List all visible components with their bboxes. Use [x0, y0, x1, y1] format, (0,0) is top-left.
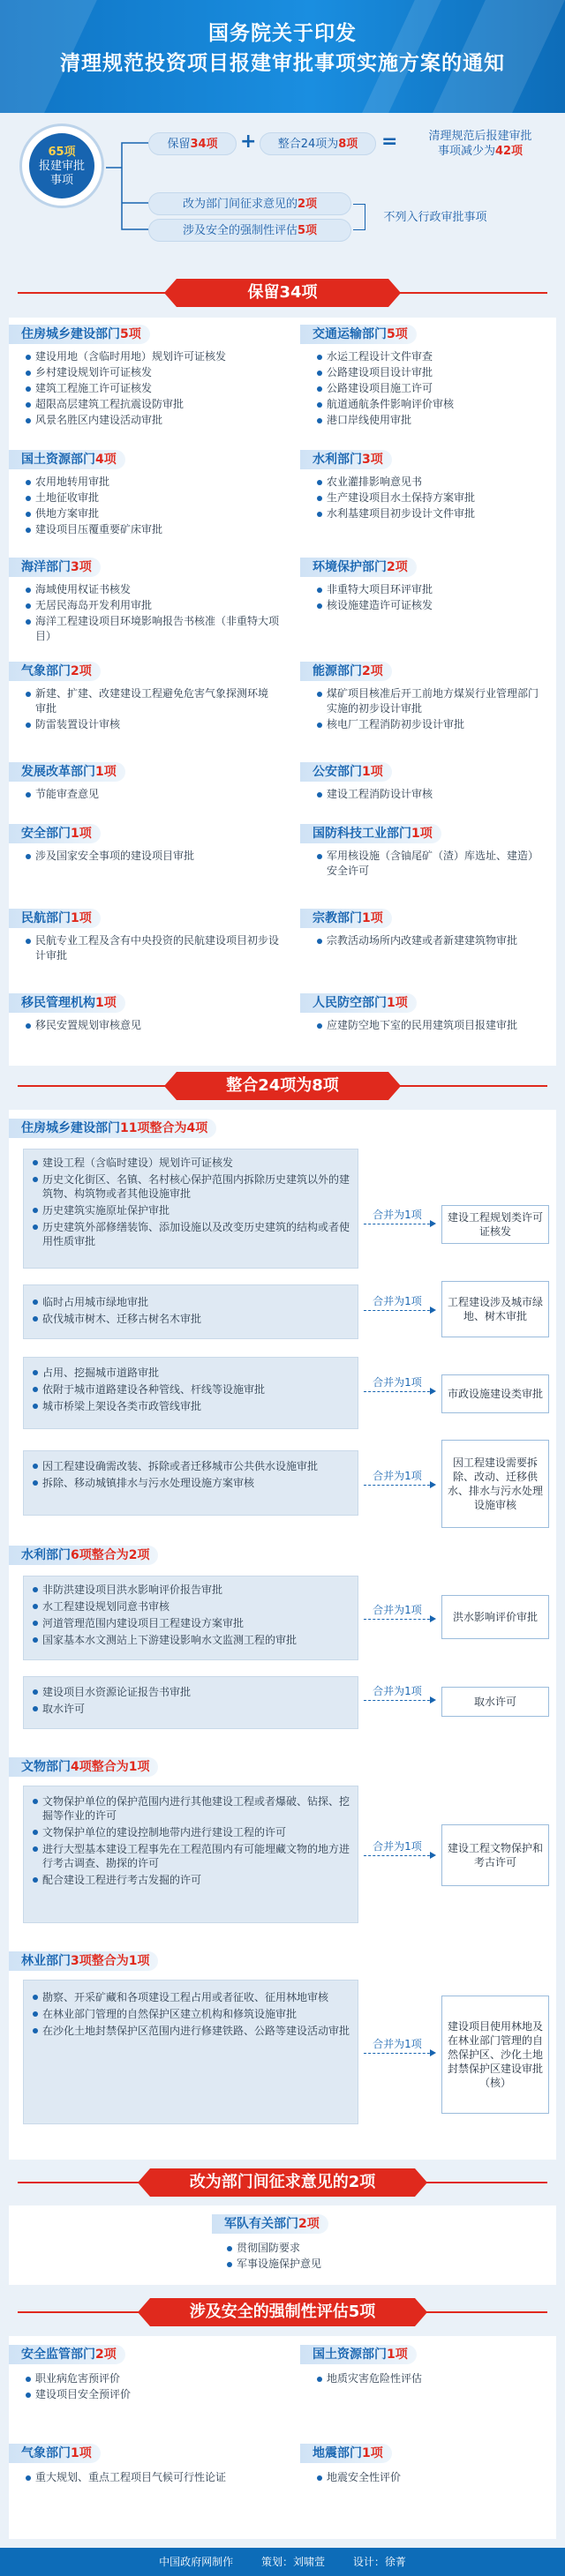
dept-hy: 海洋部门3项: [9, 558, 101, 577]
list-aq: [25, 849, 281, 865]
list-mh: [25, 933, 281, 964]
merge-label: 合并为1项: [373, 1604, 422, 1616]
notlisted-bracket: [353, 204, 365, 230]
equals-sign: =: [381, 131, 398, 153]
list-item: 无居民海岛开发利用审批: [25, 598, 281, 613]
list-item: 核电厂工程消防初步设计审批: [316, 717, 546, 732]
list-item: 历史文化街区、名镇、名村核心保护范围内拆除历史建筑以外的建筑物、构筑物或者其他设施审批: [32, 1172, 351, 1201]
list-item: 职业病危害预评价: [25, 2371, 281, 2386]
list-hy: [25, 582, 281, 645]
consult-list: [226, 2241, 403, 2273]
arrow-icon: [364, 1700, 434, 1701]
arrow-icon: [364, 1619, 434, 1620]
merge-group-list: [32, 1366, 351, 1416]
list-item: 重大规划、重点工程项目气候可行性论证: [25, 2470, 290, 2485]
list-item: 占用、挖掘城市道路审批: [32, 1366, 351, 1380]
dept-zj: 宗教部门1项: [300, 909, 392, 928]
merge-result: 洪水影响评价审批: [441, 1595, 549, 1639]
list-item: 水工程建设规划同意书审核: [32, 1599, 351, 1614]
merge-result: 建设工程规划类许可证核发: [441, 1205, 549, 1244]
list-ga: [316, 787, 546, 803]
total-label-1: 报建审批: [38, 160, 85, 173]
merge-group-list: [32, 1685, 351, 1719]
merge-label: 合并为1项: [373, 2038, 422, 2050]
list-item: 配合建设工程进行考古发掘的许可: [32, 1873, 351, 1887]
list-item: 建设工程消防设计审核: [316, 787, 546, 802]
list-ny: [316, 686, 546, 733]
arrow-icon: [364, 2053, 434, 2054]
footer: [0, 2548, 565, 2576]
page-title-line1: 国务院关于印发: [208, 22, 357, 45]
list-item: 贯彻国防要求: [226, 2241, 403, 2256]
plus-sign: +: [240, 131, 257, 153]
list-item: 勘察、开采矿藏和各项建设工程占用或者征收、征用林地审核: [32, 1990, 351, 2004]
list-item: 建设用地（含临时用地）规划许可证核发: [25, 349, 281, 364]
list-item: 供地方案审批: [25, 506, 281, 521]
merge-group-list: [32, 1156, 351, 1251]
merge-dept-ww: 文物部门4项整合为1项: [9, 1757, 158, 1777]
result-text: 清理规范后报建审批 事项减少为42项: [428, 130, 532, 158]
dept-gfkj: 国防科技工业部门1项: [300, 824, 441, 843]
list-item: 历史建筑外部修缮装饰、添加设施以及改变历史建筑的结构或者使用性质审批: [32, 1220, 351, 1248]
dept-rf: 人民防空部门1项: [300, 993, 417, 1013]
page-title-line2: 清理规范投资项目报建审批事项实施方案的通知: [60, 52, 505, 75]
list-item: 取水许可: [32, 1702, 351, 1716]
list-item: 宗教活动场所内改建或者新建建筑物审批: [316, 933, 546, 948]
list-item: 地质灾害危险性评估: [316, 2371, 546, 2386]
list-item: 超限高层建筑工程抗震设防审批: [25, 397, 281, 412]
merge-group-list: [32, 1990, 351, 2041]
list-item: 民航专业工程及含有中央投资的民航建设项目初步设计审批: [25, 933, 281, 963]
merge-group-list: [32, 1583, 351, 1650]
list-qx: [25, 686, 272, 733]
footer-design: 设计：徐菁: [352, 2556, 406, 2568]
list-jtys: [316, 349, 546, 429]
merge-result: 因工程建设需要拆除、改动、迁移供水、排水与污水处理设施审核: [441, 1440, 549, 1528]
dept-zfcx: 住房城乡建设部门5项: [9, 325, 150, 344]
section-safety-banner: 涉及安全的强制性评估5项: [150, 2298, 415, 2326]
list-hjbh: [316, 582, 546, 614]
list-gfkj: [316, 849, 546, 880]
list-item: 建设项目压覆重要矿床审批: [25, 522, 281, 537]
dept-jtys: 交通运输部门5项: [300, 325, 417, 344]
list-item: 风景名胜区内建设活动审批: [25, 413, 281, 428]
list-item: 土地征收审批: [25, 490, 281, 505]
arrow-icon: [364, 1310, 434, 1311]
list-item: 文物保护单位的保护范围内进行其他建设工程或者爆破、钻探、挖掘等作业的许可: [32, 1794, 351, 1823]
dept-hjbh: 环境保护部门2项: [300, 558, 417, 577]
merge-label: 合并为1项: [373, 1470, 422, 1482]
list-item: 历史建筑实施原址保护审批: [32, 1203, 351, 1217]
list-item: 因工程建设确需改装、拆除或者迁移城市公共供水设施审批: [32, 1459, 351, 1473]
safety-list-ajjg: [25, 2371, 281, 2403]
dept-gtzy: 国土资源部门4项: [9, 450, 125, 469]
merge-result: 市政设施建设类审批: [441, 1374, 549, 1413]
list-item: 新建、扩建、改建建设工程避免危害气象探测环境审批: [25, 686, 272, 716]
merge-label: 合并为1项: [373, 1209, 422, 1221]
section-keep-banner: 保留34项: [177, 279, 388, 307]
list-item: 在林业部门管理的自然保护区建立机构和修筑设施审批: [32, 2007, 351, 2021]
list-item: 水运工程设计文件审查: [316, 349, 546, 364]
dept-aq: 安全部门1项: [9, 824, 101, 843]
list-fzgg: [25, 787, 281, 803]
list-zfcx: [25, 349, 281, 429]
merge-result: 取水许可: [441, 1687, 549, 1717]
merge-result: 工程建设涉及城市绿地、树木审批: [441, 1281, 549, 1337]
merge-result: 建设项目使用林地及在林业部门管理的自然保护区、沙化土地封禁保护区建设审批（核）: [441, 1996, 549, 2114]
list-item: 海洋工程建设项目环境影响报告书核准（非重特大项目）: [25, 614, 281, 644]
merge-label: 合并为1项: [373, 1295, 422, 1307]
merge-label: 合并为1项: [373, 1840, 422, 1853]
section-consult-banner: 改为部门间征求意见的2项: [150, 2168, 415, 2197]
list-item: 防雷装置设计审核: [25, 717, 272, 732]
merge-dept-ly: 林业部门3项整合为1项: [9, 1951, 158, 1971]
footer-plan: 策划：刘啸萱: [260, 2556, 325, 2568]
section-merge-banner: 整合24项为8项: [177, 1072, 388, 1100]
list-item: 乡村建设规划许可证核发: [25, 365, 281, 380]
list-item: 建设工程（含临时建设）规划许可证核发: [32, 1156, 351, 1170]
list-item: 移民安置规划审核意见: [25, 1018, 281, 1033]
list-item: 应建防空地下室的民用建筑项目报建审批: [316, 1018, 546, 1033]
notlisted-text: 不列入行政审批事项: [383, 211, 487, 224]
list-item: 非防洪建设项目洪水影响评价报告审批: [32, 1583, 351, 1597]
list-item: 河道管理范围内建设项目工程建设方案审批: [32, 1616, 351, 1630]
list-item: 在沙化土地封禁保护区范围内进行修建铁路、公路等建设活动审批: [32, 2024, 351, 2038]
dept-fzgg: 发展改革部门1项: [9, 762, 125, 782]
total-count: 65项: [48, 146, 76, 159]
list-item: 港口岸线使用审批: [316, 413, 546, 428]
arrow-icon: [364, 1485, 434, 1486]
list-ym: [25, 1018, 281, 1034]
list-item: 航道通航条件影响评价审核: [316, 397, 546, 412]
list-item: 海域使用权证书核发: [25, 582, 281, 597]
footer-org: 中国政府网制作: [159, 2556, 234, 2568]
list-item: 临时占用城市绿地审批: [32, 1295, 351, 1309]
merge-dept-zfcx: 住房城乡建设部门11项整合为4项: [9, 1119, 216, 1138]
dept-ga: 公安部门1项: [300, 762, 392, 782]
safety-card: [9, 2336, 556, 2539]
consult-dept: 军队有关部门2项: [212, 2214, 328, 2234]
safety-list-dz: [316, 2470, 546, 2486]
list-item: 建筑工程施工许可证核发: [25, 381, 281, 396]
list-item: 农业灌排影响意见书: [316, 475, 546, 490]
merge-label: 合并为1项: [373, 1685, 422, 1697]
merge-label: 合并为1项: [373, 1376, 422, 1389]
list-item: 农用地转用审批: [25, 475, 281, 490]
list-item: 生产建设项目水土保持方案审批: [316, 490, 546, 505]
list-item: 军事设施保护意见: [226, 2257, 403, 2272]
dept-ny: 能源部门2项: [300, 662, 392, 681]
list-item: 煤矿项目核准后开工前地方煤炭行业管理部门实施的初步设计审批: [316, 686, 546, 716]
total-label-2: 事项: [49, 174, 73, 187]
arrow-icon: [364, 1391, 434, 1392]
safety-dept-ajjg: 安全监管部门2项: [9, 2345, 125, 2364]
arrow-icon: [364, 1855, 434, 1856]
page-header: [0, 0, 565, 113]
list-item: 公路建设项目设计审批: [316, 365, 546, 380]
dept-qx: 气象部门2项: [9, 662, 101, 681]
keep-pill: 保留34项: [148, 132, 237, 155]
safety-pill: 涉及安全的强制性评估5项: [148, 219, 351, 242]
list-rf: [316, 1018, 546, 1034]
list-item: 建设项目安全预评价: [25, 2387, 281, 2402]
list-item: 城市桥梁上架设各类市政管线审批: [32, 1399, 351, 1413]
safety-dept-qx: 气象部门1项: [9, 2444, 101, 2463]
list-item: 涉及国家安全事项的建设项目审批: [25, 849, 281, 864]
list-item: 核设施建造许可证核发: [316, 598, 546, 613]
merge-result: 建设工程文物保护和考古许可: [441, 1824, 549, 1886]
list-item: 非重特大项目环评审批: [316, 582, 546, 597]
list-item: 公路建设项目施工许可: [316, 381, 546, 396]
list-item: 进行大型基本建设工程事先在工程范围内有可能埋藏文物的地方进行考古调查、勘探的许可: [32, 1842, 351, 1870]
list-item: 水利基建项目初步设计文件审批: [316, 506, 546, 521]
consult-pill: 改为部门间征求意见的2项: [148, 192, 351, 215]
safety-list-gtzy: [316, 2371, 546, 2387]
list-item: 文物保护单位的建设控制地带内进行建设工程的许可: [32, 1825, 351, 1839]
list-item: 建设项目水资源论证报告书审批: [32, 1685, 351, 1699]
list-item: 砍伐城市树木、迁移古树名木审批: [32, 1312, 351, 1326]
safety-dept-gtzy: 国土资源部门1项: [300, 2345, 417, 2364]
list-zj: [316, 933, 546, 949]
list-sl: [316, 475, 546, 522]
merge-pill: 整合24项为8项: [260, 132, 376, 155]
list-item: 拆除、移动城镇排水与污水处理设施方案审核: [32, 1476, 351, 1490]
merge-group-list: [32, 1794, 351, 1890]
list-item: 节能审查意见: [25, 787, 281, 802]
merge-dept-sl: 水利部门6项整合为2项: [9, 1546, 158, 1565]
safety-list-qx: [25, 2470, 290, 2486]
safety-dept-dz: 地震部门1项: [300, 2444, 392, 2463]
list-item: 依附于城市道路建设各种管线、杆线等设施审批: [32, 1382, 351, 1397]
merge-group-list: [32, 1295, 351, 1329]
dept-ym: 移民管理机构1项: [9, 993, 125, 1013]
total-items-badge: [19, 124, 104, 208]
list-item: 国家基本水文测站上下游建设影响水文监测工程的审批: [32, 1633, 351, 1647]
list-item: 地震安全性评价: [316, 2470, 546, 2485]
dept-sl: 水利部门3项: [300, 450, 392, 469]
list-item: 军用核设施（含铀尾矿（渣）库选址、建造）安全许可: [316, 849, 546, 879]
merge-group-list: [32, 1459, 351, 1493]
dept-mh: 民航部门1项: [9, 909, 101, 928]
list-gtzy: [25, 475, 281, 538]
